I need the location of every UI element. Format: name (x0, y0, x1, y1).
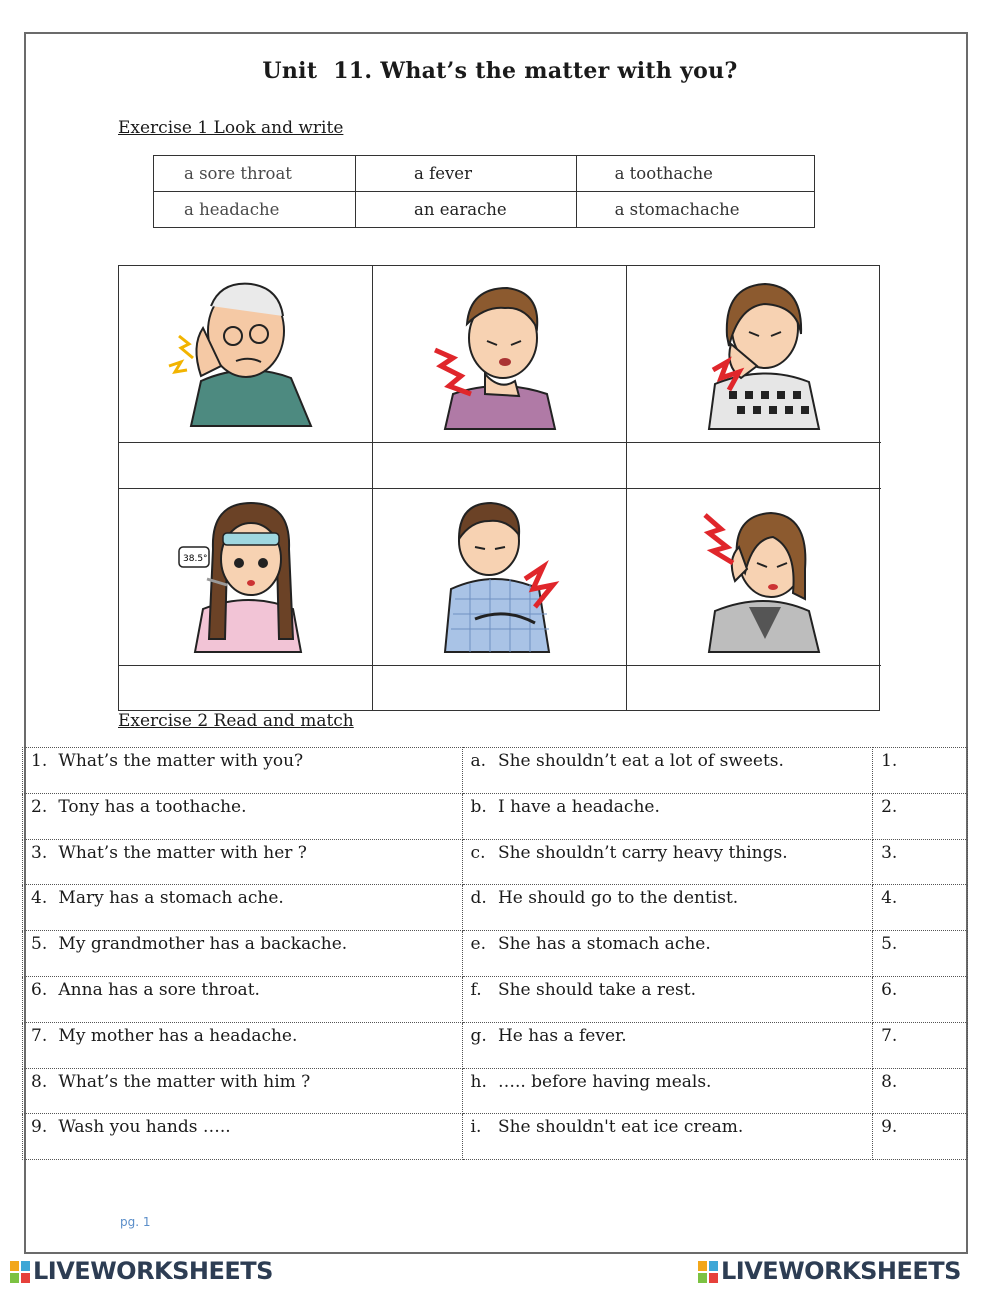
question-cell (23, 1114, 463, 1160)
match-row (23, 976, 968, 1022)
answer-letter: d. (470, 888, 487, 909)
question-number: 1. (31, 751, 48, 771)
question-number: 4. (31, 888, 48, 909)
match-answer-input[interactable] (873, 1114, 968, 1160)
answer-option-cell (462, 1022, 873, 1068)
question-cell (23, 793, 463, 839)
match-row (23, 1022, 968, 1068)
question-number: 7. (31, 1025, 48, 1046)
question-cell (23, 748, 463, 794)
girl-toothache-illustration (669, 266, 839, 431)
question-text: Mary has a stomach ache. (58, 888, 284, 909)
match-row (23, 748, 968, 794)
match-answer-input[interactable] (873, 839, 968, 885)
answer-option-cell (462, 1068, 873, 1114)
match-row (23, 839, 968, 885)
question-text: Anna has a sore throat. (58, 979, 260, 1000)
question-cell (23, 1068, 463, 1114)
answer-letter: a. (470, 751, 487, 771)
picture-cell (627, 489, 881, 666)
picture-grid (118, 265, 880, 711)
picture-cell (373, 266, 627, 443)
answer-letter: f. (470, 979, 482, 1000)
match-answer-input[interactable] (873, 1022, 968, 1068)
match-row (23, 1068, 968, 1114)
answer-letter: i. (470, 1117, 482, 1138)
old-man-toothache-illustration (161, 266, 331, 431)
answer-slot-number: 8. (881, 1071, 898, 1092)
match-row (23, 1114, 968, 1160)
answer-text: She shouldn't eat ice cream. (497, 1117, 744, 1138)
answer-option-cell (462, 976, 873, 1022)
word-bank-table (153, 155, 815, 228)
answer-option-cell (462, 793, 873, 839)
answer-box[interactable] (627, 443, 881, 489)
question-text: What’s the matter with her ? (58, 842, 307, 863)
answer-slot-number: 5. (881, 934, 898, 955)
word-bank-item: a toothache (576, 156, 814, 192)
answer-slot-number: 6. (881, 979, 898, 1000)
answer-slot-number: 4. (881, 888, 898, 909)
match-answer-input[interactable] (873, 976, 968, 1022)
word-bank-item: an earache (356, 192, 577, 228)
answer-option-cell (462, 839, 873, 885)
question-cell (23, 976, 463, 1022)
answer-box[interactable] (119, 443, 373, 489)
answer-letter: h. (470, 1071, 487, 1092)
answer-option-cell (462, 885, 873, 931)
answer-text: She shouldn’t eat a lot of sweets. (497, 751, 784, 771)
question-number: 9. (31, 1117, 48, 1138)
answer-option-cell (462, 931, 873, 977)
answer-text: She shouldn’t carry heavy things. (497, 842, 788, 863)
question-cell (23, 1022, 463, 1068)
answer-slot-number: 1. (881, 751, 898, 771)
word-bank-item: a fever (356, 156, 577, 192)
answer-text: I have a headache. (497, 796, 660, 817)
question-text: What’s the matter with him ? (58, 1071, 311, 1092)
answer-slot-number: 7. (881, 1025, 898, 1046)
answer-text: He has a fever. (497, 1025, 627, 1046)
exercise1-heading: Exercise 1 Look and write (118, 118, 344, 138)
question-text: My mother has a headache. (58, 1025, 298, 1046)
question-cell (23, 839, 463, 885)
answer-box[interactable] (119, 666, 373, 710)
liveworksheets-logo-icon (698, 1261, 718, 1283)
match-row (23, 931, 968, 977)
boy-sore-throat-illustration (415, 266, 585, 431)
answer-letter: e. (470, 934, 487, 955)
match-row (23, 885, 968, 931)
answer-box[interactable] (373, 443, 627, 489)
question-number: 2. (31, 796, 48, 817)
word-bank-item: a stomachache (576, 192, 814, 228)
picture-cell (119, 489, 373, 666)
question-number: 3. (31, 842, 48, 863)
boy-stomachache-illustration (415, 489, 585, 654)
word-bank-item: a headache (154, 192, 356, 228)
question-cell (23, 885, 463, 931)
liveworksheets-logo-icon (10, 1261, 30, 1283)
brand-logo-left[interactable] (10, 1257, 273, 1285)
question-number: 5. (31, 934, 48, 955)
brand-logo-right[interactable] (698, 1257, 961, 1285)
answer-text: He should go to the dentist. (497, 888, 739, 909)
question-text: What’s the matter with you? (58, 751, 304, 771)
answer-slot-number: 9. (881, 1117, 898, 1138)
answer-text: She has a stomach ache. (497, 934, 711, 955)
match-answer-input[interactable] (873, 748, 968, 794)
answer-option-cell (462, 1114, 873, 1160)
answer-text: She should take a rest. (497, 979, 697, 1000)
answer-letter: b. (470, 796, 487, 817)
question-number: 6. (31, 979, 48, 1000)
question-cell (23, 931, 463, 977)
question-number: 8. (31, 1071, 48, 1092)
match-table (22, 747, 968, 1160)
question-text: Tony has a toothache. (58, 796, 247, 817)
svg-text:38.5°: 38.5° (182, 554, 208, 564)
answer-letter: c. (470, 842, 486, 863)
answer-option-cell (462, 748, 873, 794)
answer-slot-number: 3. (881, 842, 898, 863)
girl-fever-illustration (161, 489, 331, 654)
answer-box[interactable] (373, 666, 627, 710)
exercise2-heading: Exercise 2 Read and match (118, 711, 354, 731)
match-row (23, 793, 968, 839)
brand-name: LIVEWORKSHEETS (721, 1257, 961, 1285)
answer-slot-number: 2. (881, 796, 898, 817)
match-answer-input[interactable] (873, 1068, 968, 1114)
word-bank-item: a sore throat (154, 156, 356, 192)
answer-letter: g. (470, 1025, 487, 1046)
question-text: Wash you hands ….. (58, 1117, 231, 1138)
brand-name: LIVEWORKSHEETS (33, 1257, 273, 1285)
picture-cell (627, 266, 881, 443)
match-answer-input[interactable] (873, 793, 968, 839)
page-number: pg. 1 (120, 1215, 151, 1229)
page-title: Unit 11. What’s the matter with you? (262, 58, 738, 84)
answer-text: ….. before having meals. (497, 1071, 712, 1092)
woman-earache-illustration (669, 489, 839, 654)
match-answer-input[interactable] (873, 885, 968, 931)
picture-cell (119, 266, 373, 443)
picture-cell (373, 489, 627, 666)
match-answer-input[interactable] (873, 931, 968, 977)
question-text: My grandmother has a backache. (58, 934, 348, 955)
answer-box[interactable] (627, 666, 881, 710)
